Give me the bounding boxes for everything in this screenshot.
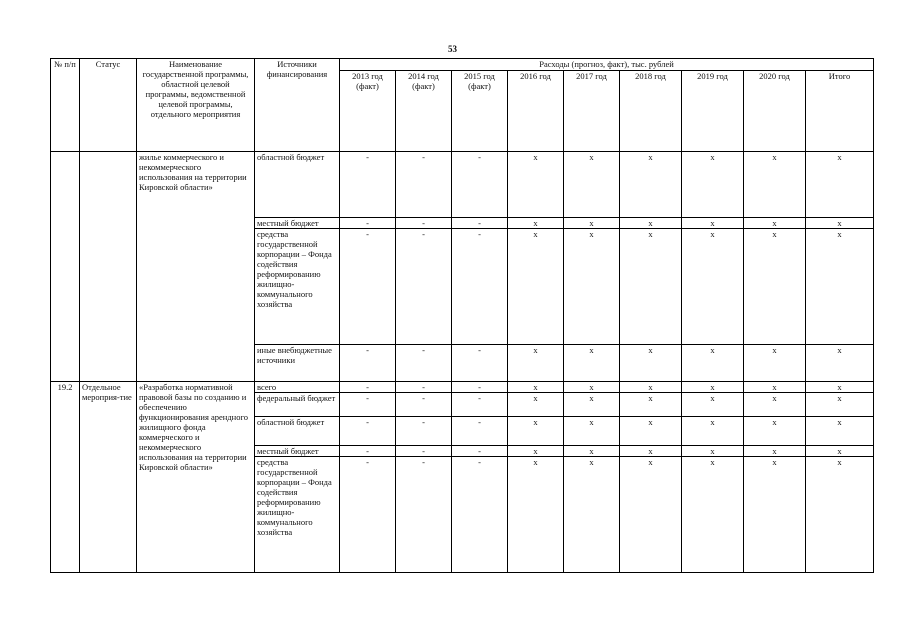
value-cell: -: [452, 417, 508, 446]
value-cell: x: [620, 446, 682, 457]
value-cell: x: [806, 382, 874, 393]
value-cell: x: [564, 218, 620, 229]
row-status-cell: [80, 152, 137, 382]
value-cell: x: [564, 345, 620, 382]
value-cell: x: [508, 382, 564, 393]
value-cell: -: [340, 218, 396, 229]
value-cell: -: [396, 229, 452, 345]
value-cell: x: [508, 345, 564, 382]
value-cell: x: [806, 457, 874, 573]
value-cell: x: [682, 446, 744, 457]
value-cell: x: [806, 229, 874, 345]
value-cell: x: [620, 345, 682, 382]
header-year: 2018 год: [620, 71, 682, 152]
value-cell: -: [396, 382, 452, 393]
funding-source: всего: [255, 382, 340, 393]
value-cell: x: [682, 229, 744, 345]
value-cell: -: [396, 417, 452, 446]
value-cell: -: [452, 393, 508, 417]
value-cell: x: [744, 152, 806, 218]
value-cell: -: [396, 345, 452, 382]
value-cell: x: [508, 446, 564, 457]
value-cell: x: [508, 218, 564, 229]
value-cell: -: [452, 446, 508, 457]
value-cell: -: [396, 218, 452, 229]
value-cell: x: [620, 152, 682, 218]
value-cell: x: [620, 393, 682, 417]
value-cell: x: [564, 417, 620, 446]
funding-source: областной бюджет: [255, 417, 340, 446]
value-cell: x: [682, 417, 744, 446]
value-cell: x: [744, 417, 806, 446]
table-row: [51, 152, 874, 218]
value-cell: x: [806, 152, 874, 218]
header-year: 2019 год: [682, 71, 744, 152]
row-num-cell: [51, 152, 80, 382]
page-number: 53: [448, 44, 457, 54]
value-cell: x: [564, 382, 620, 393]
budget-table: [50, 58, 874, 573]
funding-source: областной бюджет: [255, 152, 340, 218]
funding-source: местный бюджет: [255, 218, 340, 229]
value-cell: x: [682, 382, 744, 393]
header-num: № п/п: [51, 59, 80, 152]
value-cell: x: [806, 218, 874, 229]
value-cell: x: [806, 446, 874, 457]
value-cell: x: [682, 152, 744, 218]
funding-source: федеральный бюджет: [255, 393, 340, 417]
value-cell: x: [682, 457, 744, 573]
value-cell: -: [340, 382, 396, 393]
value-cell: x: [620, 417, 682, 446]
measure-name: жилье коммерческого и некоммерческого использования на территории Кировской области»: [137, 152, 255, 382]
row-status: Отдельное мероприя-тие: [80, 382, 137, 573]
value-cell: x: [564, 446, 620, 457]
value-cell: x: [806, 393, 874, 417]
header-sources: Источники финансирования: [255, 59, 340, 152]
value-cell: x: [744, 457, 806, 573]
value-cell: -: [340, 417, 396, 446]
value-cell: x: [564, 393, 620, 417]
table-row: [51, 382, 874, 393]
value-cell: x: [564, 229, 620, 345]
header-year: 2015 год (факт): [452, 71, 508, 152]
header-year: 2013 год (факт): [340, 71, 396, 152]
value-cell: x: [508, 229, 564, 345]
value-cell: x: [620, 382, 682, 393]
funding-source: средства государственной корпорации – Фонда содействия реформированию жилищно-коммунального хозяйства: [255, 229, 340, 345]
value-cell: x: [806, 345, 874, 382]
value-cell: -: [396, 457, 452, 573]
value-cell: -: [396, 152, 452, 218]
value-cell: -: [452, 229, 508, 345]
value-cell: -: [452, 345, 508, 382]
header-name: Наименование государственной программы, областной целевой программы, ведомственной целевой программы, отдельного мероприятия: [137, 59, 255, 152]
value-cell: x: [744, 382, 806, 393]
value-cell: x: [508, 417, 564, 446]
value-cell: -: [340, 345, 396, 382]
row-number: 19.2: [51, 382, 80, 573]
header-year: 2016 год: [508, 71, 564, 152]
value-cell: x: [744, 345, 806, 382]
funding-source: иные внебюджетные источники: [255, 345, 340, 382]
value-cell: -: [452, 382, 508, 393]
header-year: 2017 год: [564, 71, 620, 152]
value-cell: -: [340, 393, 396, 417]
value-cell: x: [508, 393, 564, 417]
value-cell: -: [396, 446, 452, 457]
funding-source: местный бюджет: [255, 446, 340, 457]
funding-source: средства государственной корпорации – Фонда содействия реформированию жилищно-коммунального хозяйства: [255, 457, 340, 573]
value-cell: x: [682, 218, 744, 229]
measure-name: «Разработка нормативной правовой базы по созданию и обеспечению функционирования арендного жилищного фонда коммерческого и некоммерческого использования на территории Кировской области»: [137, 382, 255, 573]
header-total: Итого: [806, 71, 874, 152]
header-expenses: Расходы (прогноз, факт), тыс. рублей: [340, 59, 874, 71]
value-cell: x: [620, 229, 682, 345]
header-status: Статус: [80, 59, 137, 152]
value-cell: -: [452, 152, 508, 218]
value-cell: x: [564, 457, 620, 573]
value-cell: x: [806, 417, 874, 446]
value-cell: -: [340, 152, 396, 218]
value-cell: -: [340, 229, 396, 345]
value-cell: x: [744, 218, 806, 229]
value-cell: -: [340, 446, 396, 457]
value-cell: x: [508, 457, 564, 573]
value-cell: x: [682, 345, 744, 382]
value-cell: x: [620, 218, 682, 229]
value-cell: -: [396, 393, 452, 417]
value-cell: -: [452, 218, 508, 229]
value-cell: x: [508, 152, 564, 218]
value-cell: x: [564, 152, 620, 218]
value-cell: x: [744, 446, 806, 457]
value-cell: x: [744, 229, 806, 345]
value-cell: -: [340, 457, 396, 573]
header-year: 2014 год (факт): [396, 71, 452, 152]
value-cell: x: [620, 457, 682, 573]
value-cell: x: [744, 393, 806, 417]
value-cell: x: [682, 393, 744, 417]
header-year: 2020 год: [744, 71, 806, 152]
value-cell: -: [452, 457, 508, 573]
